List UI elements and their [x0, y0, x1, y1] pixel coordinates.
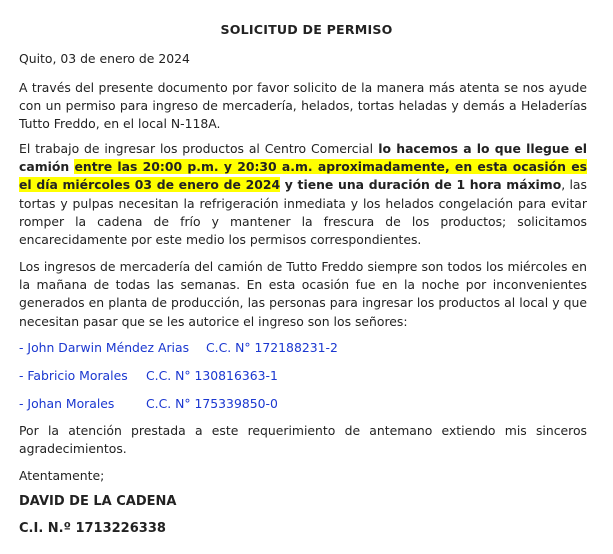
- signer-id: C.I. N.º 1713226338: [19, 521, 166, 536]
- person-id: C.C. N° 175339850-0: [146, 396, 278, 411]
- paragraph-schedule-rest: , las tortas y pulpas necesitan la refrigeración inmediata y los helados congelación para evitar romper la cadena de frío y mantener la frescura de los productos; solicitamos encarecidamente por este medio los permisos correspondientes.: [19, 177, 587, 248]
- paragraph-request: A través del presente documento por favor solicito de la manera más atenta se nos ayude con un permiso para ingreso de mercadería, helados, tortas heladas y demás a Heladerías Tutto Freddo, en el local N-118A.: [19, 80, 587, 132]
- person-name: - Fabricio Morales: [19, 368, 128, 383]
- paragraph-schedule-bold-arrival: lo hacemos a lo que llegue el camión: [19, 141, 587, 175]
- person-id: C.C. N° 172188231-2: [206, 340, 338, 355]
- highlighted-schedule-text: entre las 20:00 p.m. y 20:30 a.m. aproximadamente, en esta ocasión es el día miércoles 03 de enero de 2024: [19, 159, 587, 193]
- paragraph-thanks: Por la atención prestada a este requerimiento de antemano extiendo mis sinceros agradecimientos.: [19, 423, 587, 457]
- person-name: - John Darwin Méndez Arias: [19, 340, 190, 355]
- paragraph-schedule-lead: El trabajo de ingresar los productos al Centro Comercial: [19, 141, 374, 156]
- closing-line: Atentamente;: [19, 468, 105, 483]
- document-title: SOLICITUD DE PERMISO: [220, 22, 393, 37]
- paragraph-context: Los ingresos de mercadería del camión de Tutto Freddo siempre son todos los miércoles en la mañana de todas las semanas. En esta ocasión fue en la noche por inconvenientes generados en planta de producción, las personas para ingresar los productos al local y que necesitan pasar que se les autorice el ingreso son los señores:: [19, 259, 587, 329]
- date-line: Quito, 03 de enero de 2024: [19, 51, 190, 66]
- person-name: - Johan Morales: [19, 396, 115, 411]
- person-id: C.C. N° 130816363-1: [146, 368, 278, 383]
- signer-name: DAVID DE LA CADENA: [19, 494, 177, 509]
- paragraph-schedule-bold-duration: y tiene una duración de 1 hora máximo: [280, 177, 562, 193]
- paragraph-schedule: [19, 140, 587, 249]
